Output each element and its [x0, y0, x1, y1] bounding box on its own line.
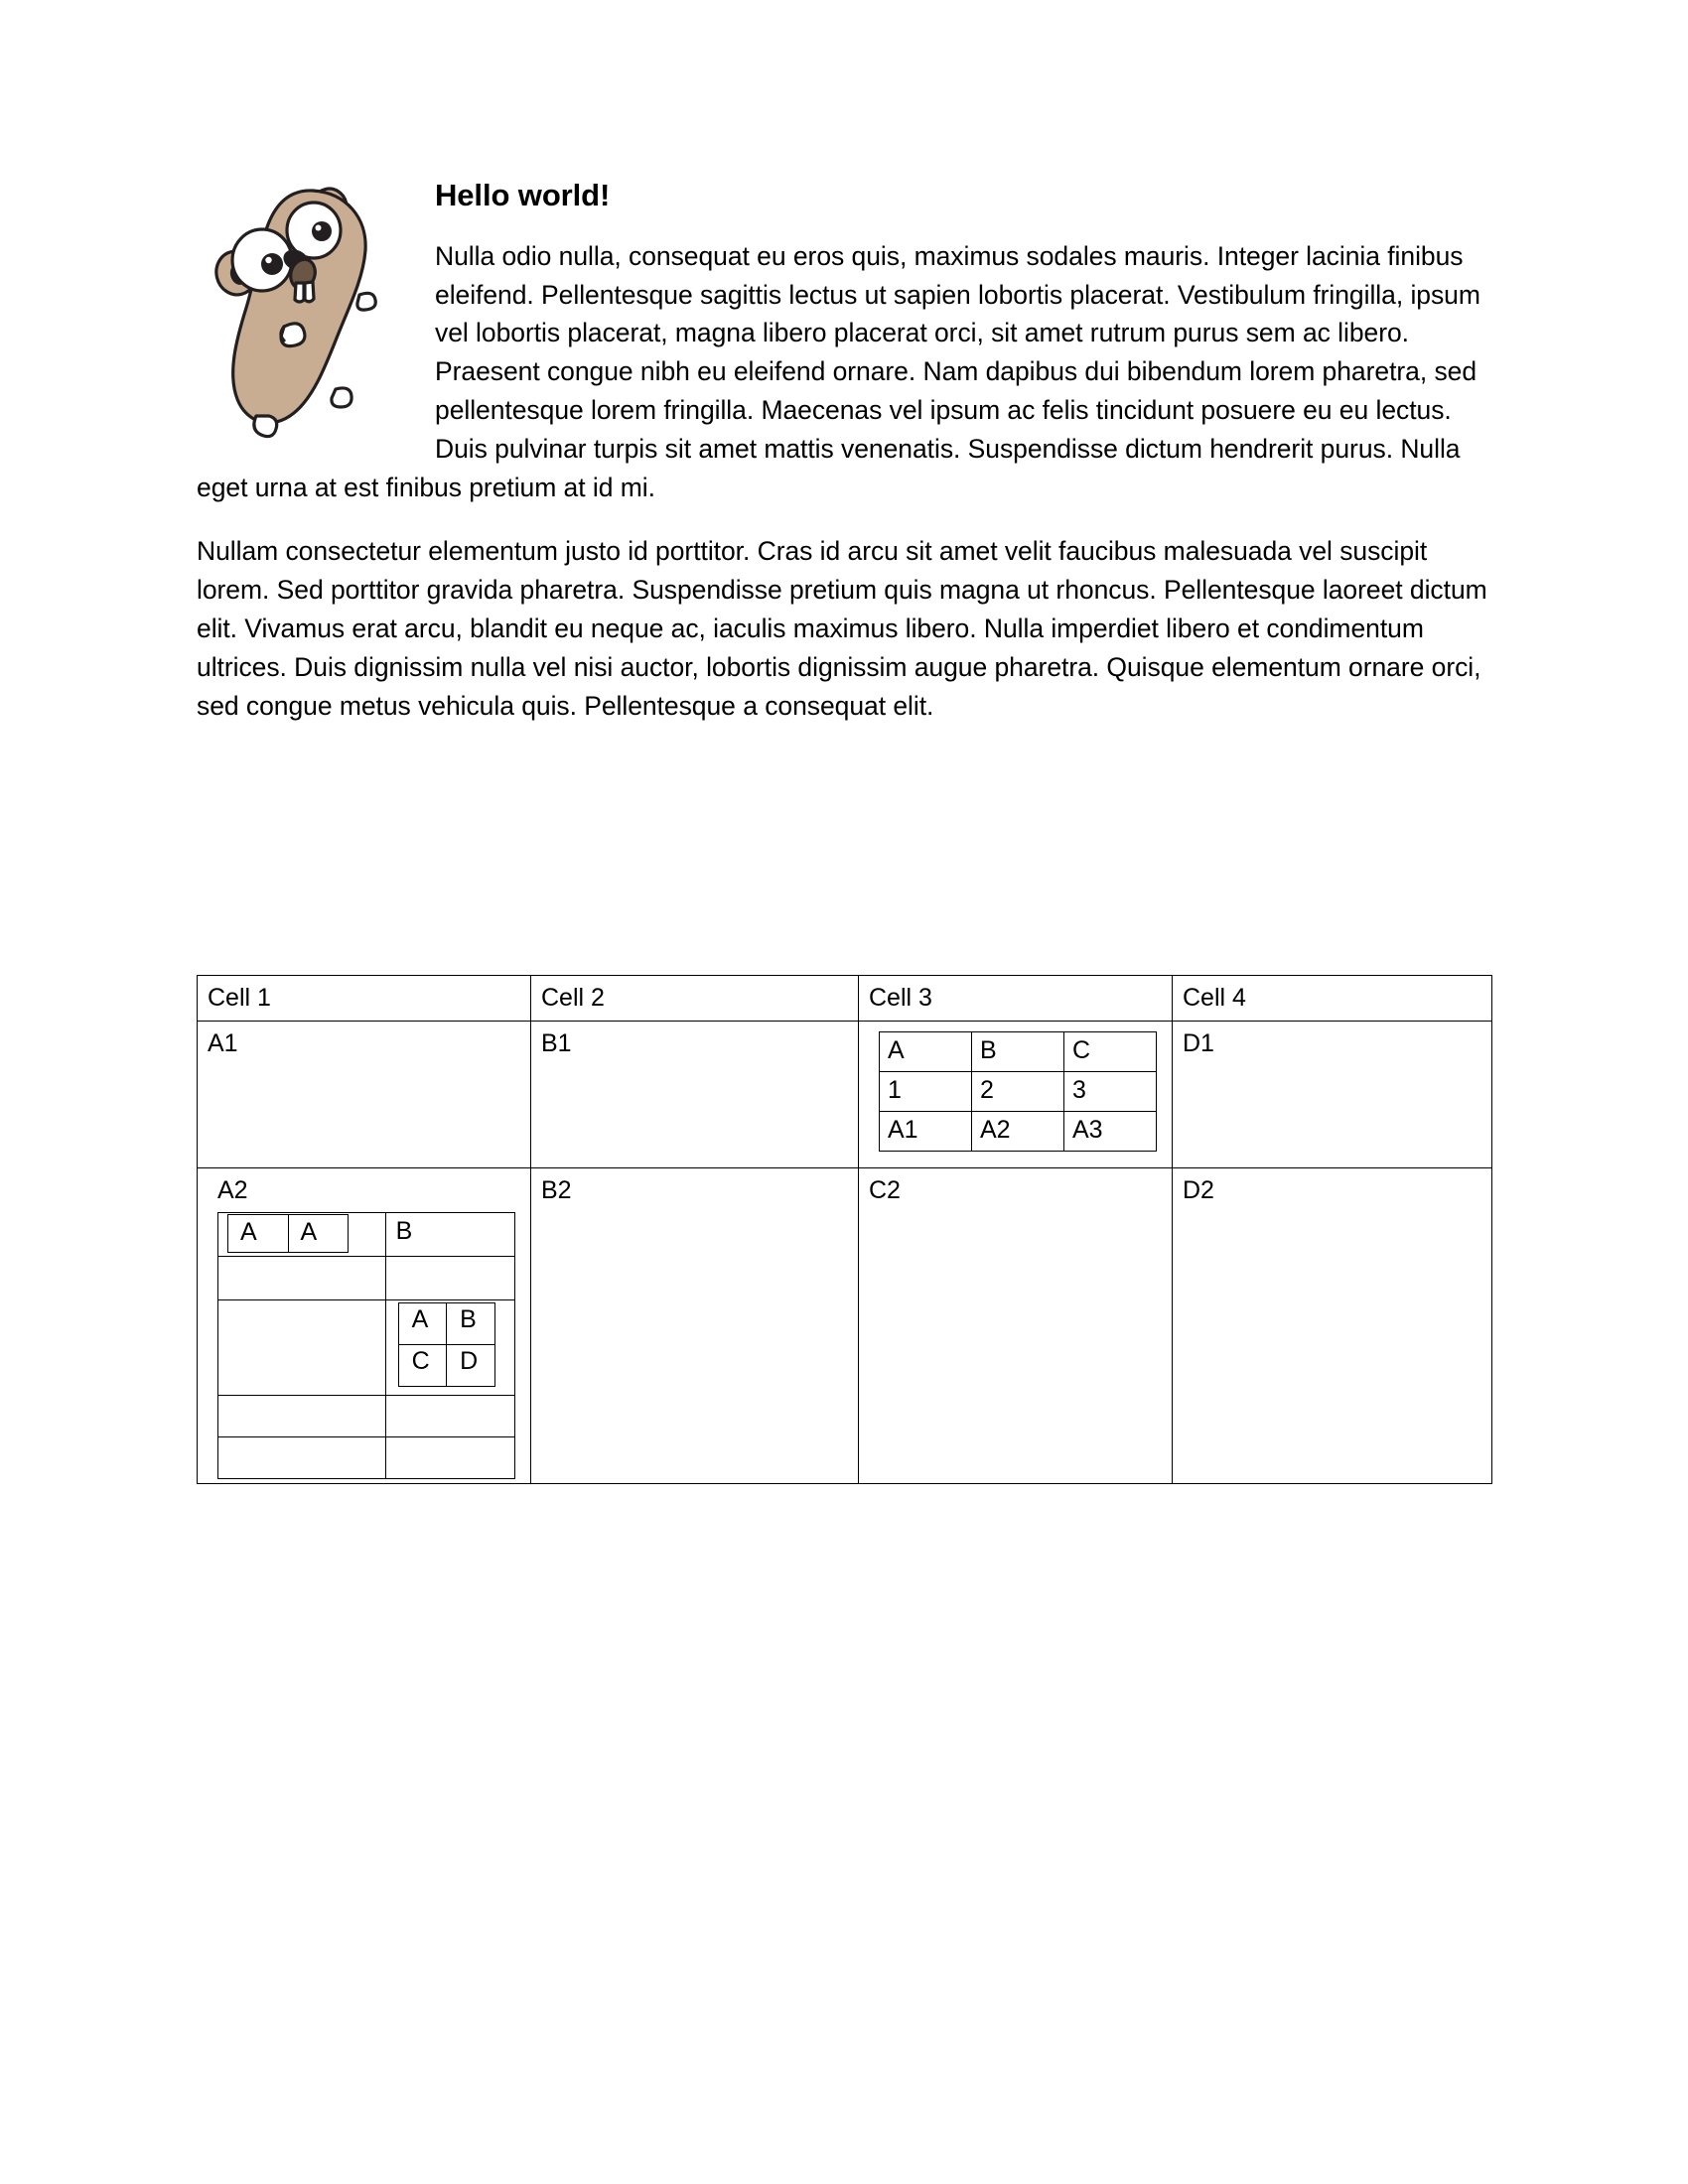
nested-abc-cell: A3: [1064, 1112, 1157, 1152]
nested-abcd-cell: D: [447, 1345, 495, 1387]
nested-abc-cell: A: [880, 1032, 972, 1072]
cell-c1-nested-host: [859, 1022, 1173, 1168]
nested-a2-cell-empty: [218, 1396, 386, 1437]
table-row: [198, 1022, 1492, 1168]
nested-a2-cell-empty: [218, 1300, 386, 1396]
cell-b1: B1: [531, 1022, 859, 1168]
nested-a2-cell-empty: [218, 1437, 386, 1479]
nested-a2-cell-b: [385, 1213, 514, 1257]
table-header-cell-1: Cell 1: [198, 976, 531, 1022]
nested-table-aa: [227, 1214, 349, 1253]
nested-a2-row: [218, 1437, 515, 1479]
table-row: [198, 1168, 1492, 1484]
nested-abc-row: [880, 1112, 1157, 1152]
nested-abc-cell: A1: [880, 1112, 972, 1152]
nested-abcd-cell: A: [398, 1303, 447, 1345]
nested-a2-cell-abcd-host: [385, 1300, 514, 1396]
document-content: [197, 177, 1487, 726]
nested-abcd-row: [398, 1303, 494, 1345]
nested-abc-cell: 1: [880, 1072, 972, 1112]
nested-abcd-cell: C: [398, 1345, 447, 1387]
table-header-row: [198, 976, 1492, 1022]
nested-abcd-row: [398, 1345, 494, 1387]
outer-table: [197, 975, 1492, 1484]
nested-a2-cell-empty: [385, 1257, 514, 1300]
cell-b2: B2: [531, 1168, 859, 1484]
nested-a2-row: [218, 1257, 515, 1300]
cell-d2: D2: [1173, 1168, 1492, 1484]
cell-c2: C2: [859, 1168, 1173, 1484]
nested-abc-cell: C: [1064, 1032, 1157, 1072]
table-header-cell-2: Cell 2: [531, 976, 859, 1022]
cell-a2-label: A2: [217, 1176, 248, 1204]
paragraph-1: Nulla odio nulla, consequat eu eros quis, maximus sodales mauris. Integer lacinia finibus eleifend. Pellentesque sagittis lectus ut sapien lobortis placerat. Vestibulum fringilla, ipsum vel lobortis placerat, magna libero placerat orci, sit amet rutrum purus sem ac libero. Praesent congue nibh eu eleifend ornare. Nam dapibus dui bibendum lorem pharetra, sed pellentesque lorem fringilla. Maecenas vel ipsum ac felis tincidunt posuere eu eu lectus. Duis pulvinar turpis sit amet mattis venenatis. Suspendisse dictum hendrerit purus. Nulla eget urna at est finibus pretium at id mi.: [197, 240, 1480, 502]
cell-d1: D1: [1173, 1022, 1492, 1168]
nested-a2-cell-empty: [218, 1257, 386, 1300]
nested-table-abc: [879, 1031, 1157, 1152]
nested-a2-row: [218, 1396, 515, 1437]
go-gopher-mascot-icon: [211, 185, 409, 453]
table-header-cell-3: Cell 3: [859, 976, 1173, 1022]
paragraph-2: Nullam consectetur elementum justo id porttitor. Cras id arcu sit amet velit faucibus malesuada vel suscipit lorem. Sed porttitor gravida pharetra. Suspendisse pretium quis magna ut rhoncus. Pellentesque laoreet dictum elit. Vivamus erat arcu, blandit eu neque ac, iaculis maximus libero. Nulla imperdiet libero et condimentum ultrices. Duis dignissim nulla vel nisi auctor, lobortis dignissim augue pharetra. Quisque elementum ornare orci, sed congue metus vehicula quis. Pellentesque a consequat elit.: [197, 536, 1487, 721]
nested-aa-cell: A: [228, 1215, 289, 1253]
page-title: Hello world!: [435, 178, 611, 212]
nested-table-a2: [217, 1212, 515, 1479]
nested-aa-cell: A: [288, 1215, 349, 1253]
cell-a2-nested-host: [198, 1168, 531, 1484]
nested-abc-row: [880, 1072, 1157, 1112]
cell-a1: A1: [198, 1022, 531, 1168]
nested-abc-cell: 2: [972, 1072, 1064, 1112]
nested-table-abcd: [398, 1302, 495, 1387]
nested-a2-row: [218, 1300, 515, 1396]
nested-a2-row: [218, 1213, 515, 1257]
nested-abc-cell: 3: [1064, 1072, 1157, 1112]
nested-b-label: B: [395, 1217, 413, 1245]
nested-aa-row: [228, 1215, 349, 1253]
nested-a2-cell-empty: [385, 1396, 514, 1437]
nested-abcd-cell: B: [447, 1303, 495, 1345]
data-table-wrapper: [197, 975, 1491, 1484]
table-header-cell-4: Cell 4: [1173, 976, 1492, 1022]
nested-abc-cell: B: [972, 1032, 1064, 1072]
nested-a2-cell-aa-host: [218, 1213, 386, 1257]
nested-abc-row: [880, 1032, 1157, 1072]
nested-a2-cell-empty: [385, 1437, 514, 1479]
nested-abc-cell: A2: [972, 1112, 1064, 1152]
